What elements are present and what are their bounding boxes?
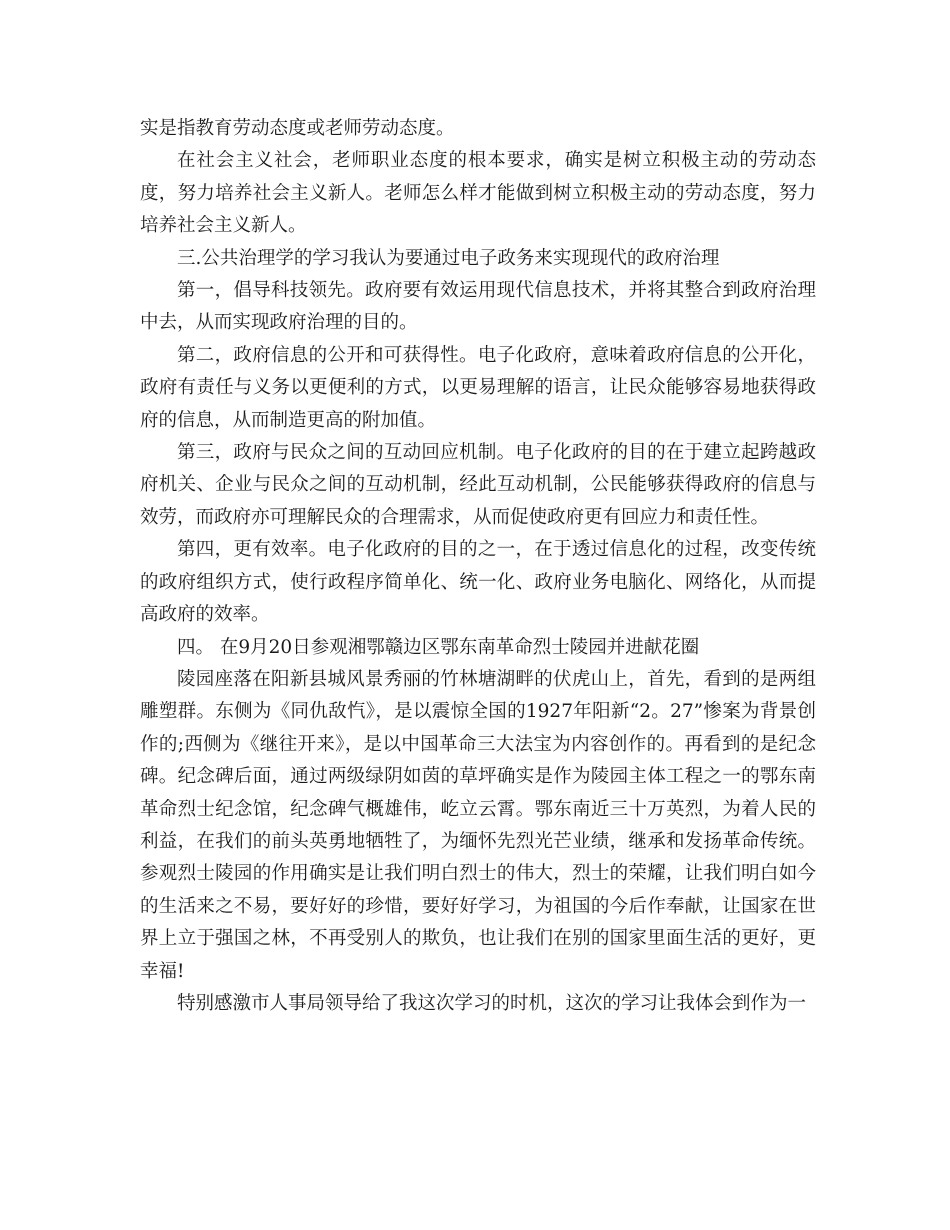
paragraph-2: 在社会主义社会，老师职业态度的根本要求，确实是树立积极主动的劳动态度，努力培养社会主义新人。老师怎么样才能做到树立积极主动的劳动态度，努力培养社会主义新人。 — [140, 150, 816, 237]
section-heading-3: 三.公共治理学的学习我认为要通过电子政务来实现现代的政府治理 — [177, 247, 720, 269]
document-body — [140, 113, 816, 1020]
section-heading-4: 四。 在9月20日参观湘鄂赣边区鄂东南革命烈士陵园并进献花圈 — [177, 636, 700, 658]
paragraph-1: 实是指教育劳动态度或老师劳动态度。 — [140, 118, 455, 139]
paragraph-first: 第一，倡导科技领先。政府要有效运用现代信息技术，并将其整合到政府治理中去，从而实现政府治理的目的。 — [140, 280, 816, 334]
paragraph-cemetery: 陵园座落在阳新县城风景秀丽的竹林塘湖畔的伏虎山上，首先，看到的是两组雕塑群。东侧为《同仇敌忾》，是以震惊全国的1927年阳新“2。27”惨案为背景创作的;西侧为《继往开来》，是以中国革命三大法宝为内容创作的。再看到的是纪念碑。纪念碑后面，通过两级绿阴如茵的草坪确实是作为陵园主体工程之一的鄂东南革命烈士纪念馆，纪念碑气概雄伟，屹立云霄。鄂东南近三十万英烈，为着人民的利益，在我们的前头英勇地牺牲了，为缅怀先烈光芒业绩，继承和发扬革命传统。参观烈士陵园的作用确实是让我们明白烈士的伟大，烈士的荣耀，让我们明白如今的生活来之不易，要好好的珍惜，要好好学习，为祖国的今后作奉献，让国家在世界上立于强国之林，不再受别人的欺负，也让我们在别的国家里面生活的更好，更幸福! — [140, 668, 816, 982]
paragraph-fourth: 第四，更有效率。电子化政府的目的之一，在于透过信息化的过程，改变传统的政府组织方式，使行政程序简单化、统一化、政府业务电脑化、网络化，从而提高政府的效率。 — [140, 539, 816, 626]
paragraph-second: 第二，政府信息的公开和可获得性。电子化政府，意味着政府信息的公开化，政府有责任与义务以更便利的方式，以更易理解的语言，让民众能够容易地获得政府的信息，从而制造更高的附加值。 — [140, 344, 816, 431]
paragraph-thanks: 特别感激市人事局领导给了我这次学习的时机，这次的学习让我体会到作为一 — [177, 992, 807, 1014]
paragraph-third: 第三，政府与民众之间的互动回应机制。电子化政府的目的在于建立起跨越政府机关、企业与民众之间的互动机制，经此互动机制，公民能够获得政府的信息与效劳，而政府亦可理解民众的合理需求，从而促使政府更有回应力和责任性。 — [140, 442, 816, 528]
